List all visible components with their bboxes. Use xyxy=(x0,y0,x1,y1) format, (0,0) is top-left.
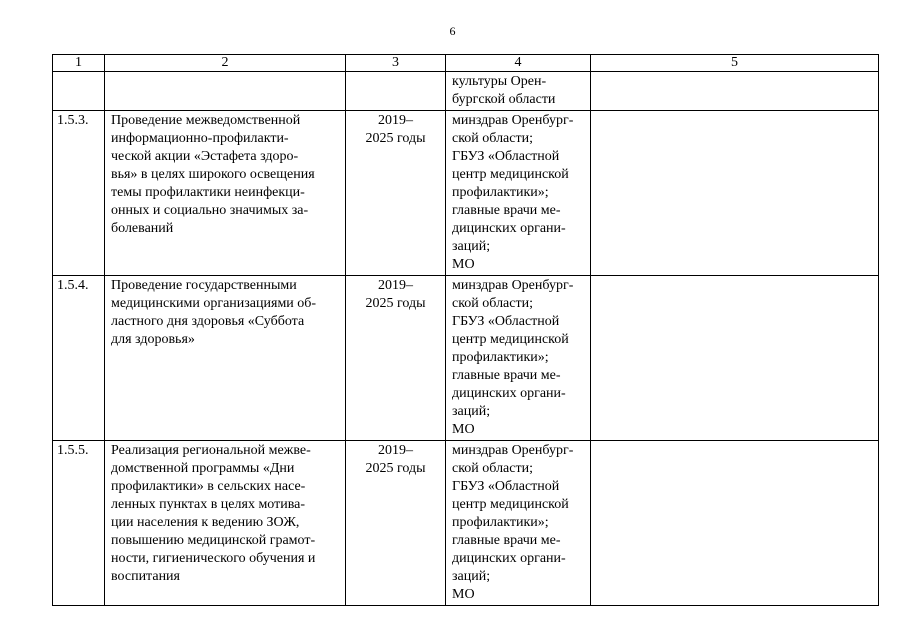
responsible-executors xyxy=(446,276,591,441)
responsible-executors-line: ской области; xyxy=(452,296,533,311)
measure-description-line: воспитания xyxy=(111,569,180,584)
table-row xyxy=(53,111,879,276)
responsible-executors xyxy=(446,441,591,606)
responsible-executors-line: МО xyxy=(452,257,475,272)
measure-description-line: ции населения к ведению ЗОЖ, xyxy=(111,515,300,530)
implementation-period-line: 2025 годы xyxy=(365,296,426,311)
responsible-executors-line: дицинских органи- xyxy=(452,221,566,236)
measure-description-line: темы профилактики неинфекци- xyxy=(111,185,305,200)
responsible-executors-line: ГБУЗ «Областной xyxy=(452,314,560,329)
measure-description xyxy=(105,111,346,276)
measure-description-line: медицинскими организациями об- xyxy=(111,296,317,311)
measure-description-line: домственной программы «Дни xyxy=(111,461,295,476)
responsible-executors-line: дицинских органи- xyxy=(452,386,566,401)
responsible-executors-line: центр медицинской xyxy=(452,167,569,182)
column-number: 4 xyxy=(446,55,591,72)
responsible-executors-line: профилактики»; xyxy=(452,350,549,365)
table-row xyxy=(53,276,879,441)
responsible-executors-line: заций; xyxy=(452,239,491,254)
implementation-period xyxy=(346,276,446,441)
page-number: 6 xyxy=(449,24,456,38)
responsible-executors-line: ГБУЗ «Областной xyxy=(452,149,560,164)
item-number: 1.5.5. xyxy=(53,441,105,606)
responsible-executors-line: минздрав Оренбург- xyxy=(452,443,574,458)
item-number: 1.5.3. xyxy=(53,111,105,276)
responsible-executors xyxy=(446,111,591,276)
measure-description-line: онных и социально значимых за- xyxy=(111,203,309,218)
measure-description-line: болеваний xyxy=(111,221,174,236)
notes xyxy=(591,276,879,441)
measure-description-line: вья» в целях широкого освещения xyxy=(111,167,315,182)
responsible-executors-line: центр медицинской xyxy=(452,497,569,512)
responsible-executors-line: заций; xyxy=(452,404,491,419)
item-number: 1.5.4. xyxy=(53,276,105,441)
responsible-executors-line: МО xyxy=(452,587,475,602)
responsible-executors-line: ской области; xyxy=(452,461,533,476)
measure-description-line: повышению медицинской грамот- xyxy=(111,533,316,548)
measure-description-line: ческой акции «Эстафета здоро- xyxy=(111,149,299,164)
responsible-executors-line: бургской области xyxy=(452,92,556,107)
continuation-row xyxy=(53,72,879,111)
notes xyxy=(591,441,879,606)
notes xyxy=(591,111,879,276)
measure-description-line: информационно-профилакти- xyxy=(111,131,289,146)
measure-description-line: для здоровья» xyxy=(111,332,195,347)
column-number-row xyxy=(53,55,879,72)
responsible-executors-line: профилактики»; xyxy=(452,515,549,530)
measure-description-line: ластного дня здоровья «Суббота xyxy=(111,314,305,329)
measure-description-line: ности, гигиенического обучения и xyxy=(111,551,316,566)
measure-description xyxy=(105,72,346,111)
implementation-period-line: 2019– xyxy=(378,113,413,128)
table-row xyxy=(53,441,879,606)
measures-table xyxy=(52,54,879,606)
column-number: 3 xyxy=(346,55,446,72)
measure-description-line: профилактики» в сельских насе- xyxy=(111,479,306,494)
responsible-executors-line: ской области; xyxy=(452,131,533,146)
responsible-executors-line: дицинских органи- xyxy=(452,551,566,566)
responsible-executors-line: главные врачи ме- xyxy=(452,533,561,548)
implementation-period-line: 2025 годы xyxy=(365,131,426,146)
responsible-executors-line: МО xyxy=(452,422,475,437)
measure-description xyxy=(105,441,346,606)
responsible-executors-line: профилактики»; xyxy=(452,185,549,200)
measure-description xyxy=(105,276,346,441)
implementation-period xyxy=(346,111,446,276)
column-number: 2 xyxy=(105,55,346,72)
implementation-period xyxy=(346,72,446,111)
responsible-executors-line: главные врачи ме- xyxy=(452,368,561,383)
responsible-executors-line: главные врачи ме- xyxy=(452,203,561,218)
responsible-executors-line: центр медицинской xyxy=(452,332,569,347)
responsible-executors-line: ГБУЗ «Областной xyxy=(452,479,560,494)
responsible-executors-line: минздрав Оренбург- xyxy=(452,113,574,128)
responsible-executors-line: культуры Орен- xyxy=(452,74,547,89)
measure-description-line: Реализация региональной межве- xyxy=(111,443,311,458)
item-number xyxy=(53,72,105,111)
measure-description-line: ленных пунктах в целях мотива- xyxy=(111,497,306,512)
implementation-period-line: 2025 годы xyxy=(365,461,426,476)
responsible-executors-line: заций; xyxy=(452,569,491,584)
responsible-executors-line: минздрав Оренбург- xyxy=(452,278,574,293)
column-number: 1 xyxy=(53,55,105,72)
implementation-period-line: 2019– xyxy=(378,278,413,293)
notes xyxy=(591,72,879,111)
implementation-period xyxy=(346,441,446,606)
responsible-executors xyxy=(446,72,591,111)
measure-description-line: Проведение государственными xyxy=(111,278,297,293)
implementation-period-line: 2019– xyxy=(378,443,413,458)
measure-description-line: Проведение межведомственной xyxy=(111,113,301,128)
column-number: 5 xyxy=(591,55,879,72)
